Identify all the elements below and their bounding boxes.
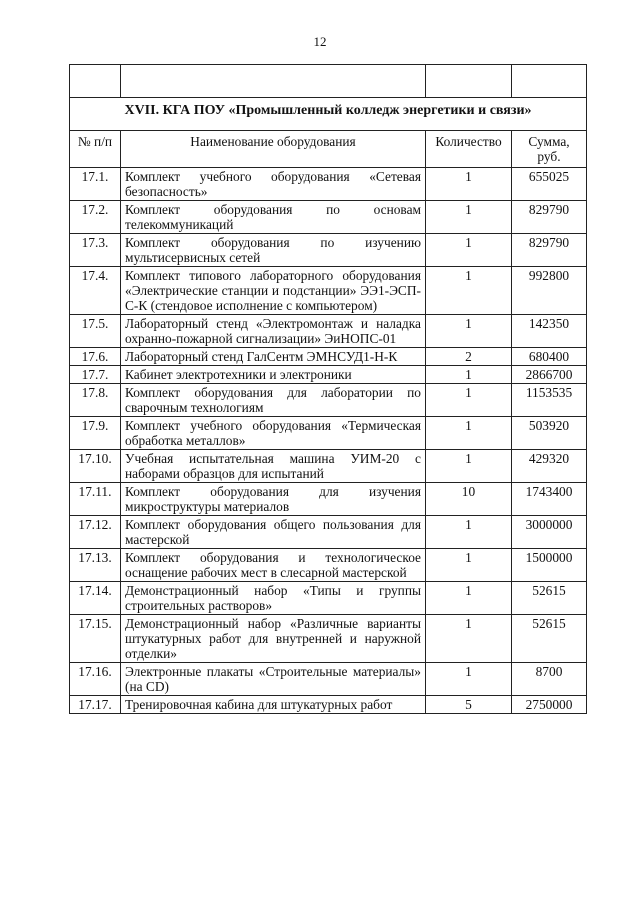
table-row [70,663,587,696]
cell-name: Комплект оборудования для изучения микроструктуры материалов [121,483,426,516]
equipment-table [69,64,587,714]
cell-sum: 655025 [512,168,587,201]
header-qty: Количество [426,131,512,168]
table-row [70,366,587,384]
cell-num: 17.2. [70,201,121,234]
cell-name: Комплект оборудования и технологическое оснащение рабочих мест в слесарной мастерской [121,549,426,582]
cell-name: Комплект оборудования для лаборатории по сварочным технологиям [121,384,426,417]
cell-sum: 52615 [512,615,587,663]
table-row [70,417,587,450]
cell-sum: 829790 [512,234,587,267]
cell-qty: 1 [426,549,512,582]
table-row [70,234,587,267]
cell-num: 17.10. [70,450,121,483]
cell-num: 17.8. [70,384,121,417]
cell-num: 17.15. [70,615,121,663]
header-num: № п/п [70,131,121,168]
table-row [70,315,587,348]
table-row [70,615,587,663]
cell-qty: 1 [426,417,512,450]
cell-num: 17.3. [70,234,121,267]
section-row [70,98,587,131]
cell-sum: 142350 [512,315,587,348]
cell-qty: 2 [426,348,512,366]
cell-qty: 1 [426,582,512,615]
cell-sum: 503920 [512,417,587,450]
cell-num: 17.11. [70,483,121,516]
cell-num: 17.7. [70,366,121,384]
section-title: XVII. КГА ПОУ «Промышленный колледж энергетики и связи» [70,98,587,131]
cell-qty: 5 [426,696,512,714]
cell-qty: 1 [426,234,512,267]
table-row [70,201,587,234]
header-name: Наименование оборудования [121,131,426,168]
cell-qty: 1 [426,384,512,417]
table-row [70,267,587,315]
table-row [70,348,587,366]
header-row [70,131,587,168]
cell-name: Кабинет электротехники и электроники [121,366,426,384]
cell-num: 17.4. [70,267,121,315]
cell-name: Лабораторный стенд «Электромонтаж и наладка охранно-пожарной сигнализации» ЭиНОПС-01 [121,315,426,348]
page-number: 12 [313,34,327,49]
cell-name: Комплект типового лабораторного оборудования «Электрические станции и подстанции» ЭЭ1-ЭСП-С-К (стендовое исполнение с компьютером) [121,267,426,315]
table-row [70,483,587,516]
cell-num: 17.14. [70,582,121,615]
cell-name: Тренировочная кабина для штукатурных работ [121,696,426,714]
table-row [70,516,587,549]
cell-sum: 992800 [512,267,587,315]
blank-row [70,65,587,98]
cell-sum: 1743400 [512,483,587,516]
cell-sum: 1500000 [512,549,587,582]
cell-num: 17.17. [70,696,121,714]
cell-sum: 1153535 [512,384,587,417]
header-sum: Сумма, руб. [512,131,587,168]
cell-sum: 680400 [512,348,587,366]
table-row [70,384,587,417]
cell-name: Демонстрационный набор «Типы и группы строительных растворов» [121,582,426,615]
cell-qty: 1 [426,615,512,663]
table-row [70,582,587,615]
cell-sum: 429320 [512,450,587,483]
cell-sum: 2866700 [512,366,587,384]
cell-name: Учебная испытательная машина УИМ-20 с наборами образцов для испытаний [121,450,426,483]
cell-num: 17.9. [70,417,121,450]
cell-sum: 3000000 [512,516,587,549]
cell-num: 17.6. [70,348,121,366]
cell-qty: 1 [426,315,512,348]
cell-qty: 1 [426,516,512,549]
cell-name: Комплект оборудования по изучению мультисервисных сетей [121,234,426,267]
table-row [70,450,587,483]
cell-sum: 8700 [512,663,587,696]
table-row [70,696,587,714]
cell-num: 17.16. [70,663,121,696]
cell-name: Электронные плакаты «Строительные материалы» (на CD) [121,663,426,696]
cell-num: 17.13. [70,549,121,582]
cell-qty: 1 [426,267,512,315]
cell-name: Комплект учебного оборудования «Сетевая безопасность» [121,168,426,201]
cell-name: Комплект оборудования по основам телекоммуникаций [121,201,426,234]
cell-qty: 1 [426,450,512,483]
cell-qty: 1 [426,663,512,696]
cell-name: Демонстрационный набор «Различные варианты штукатурных работ для внутренней и наружной отделки» [121,615,426,663]
cell-name: Комплект оборудования общего пользования для мастерской [121,516,426,549]
cell-qty: 1 [426,366,512,384]
cell-qty: 1 [426,168,512,201]
table-row [70,549,587,582]
cell-num: 17.5. [70,315,121,348]
cell-qty: 10 [426,483,512,516]
table-row [70,168,587,201]
cell-qty: 1 [426,201,512,234]
cell-sum: 2750000 [512,696,587,714]
cell-sum: 52615 [512,582,587,615]
cell-name: Лабораторный стенд ГалСентм ЭМНСУД1-Н-К [121,348,426,366]
cell-num: 17.12. [70,516,121,549]
cell-name: Комплект учебного оборудования «Термическая обработка металлов» [121,417,426,450]
cell-num: 17.1. [70,168,121,201]
cell-sum: 829790 [512,201,587,234]
